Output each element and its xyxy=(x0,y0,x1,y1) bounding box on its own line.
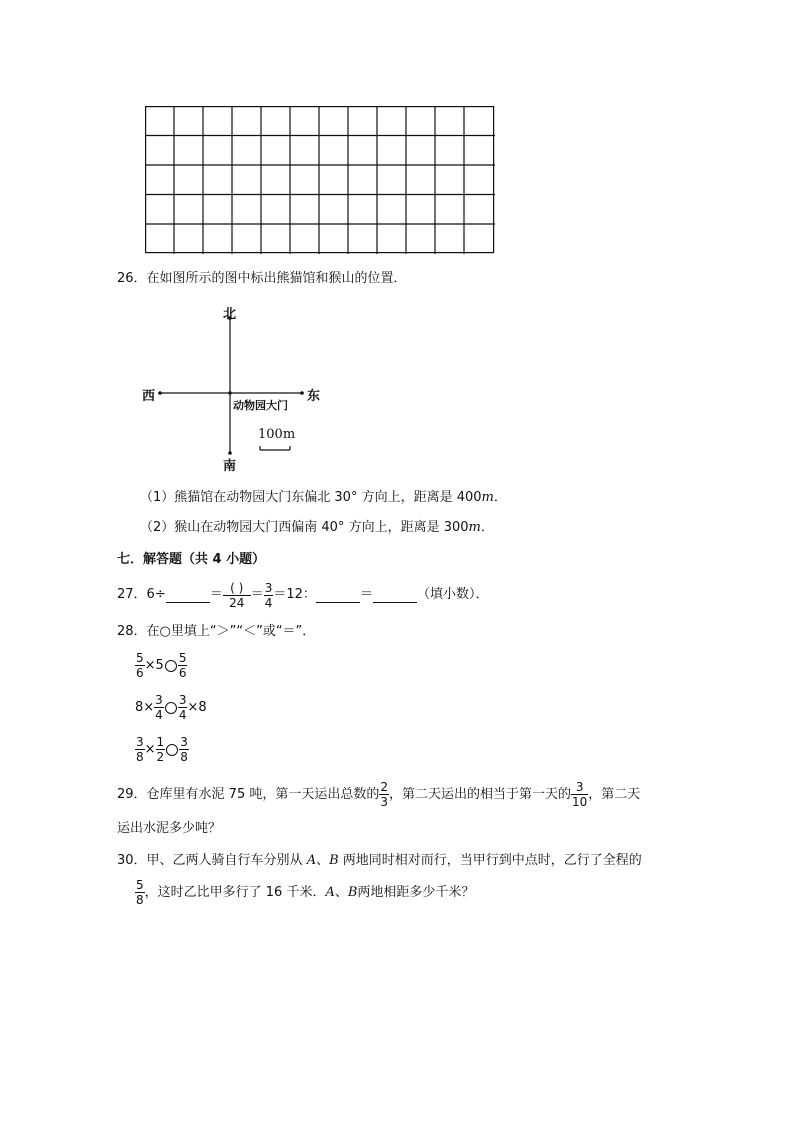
q30-point-b: B xyxy=(329,853,339,868)
q28-r1-d2: 6 xyxy=(178,666,187,680)
q26-item1-text: （1）熊猫馆在动物园大门东偏北 30° 方向上，距离是 400 xyxy=(140,490,482,505)
q29-f1d: 3 xyxy=(380,795,388,809)
q27-frac2-num: 3 xyxy=(264,580,273,595)
q30-point-a-2: A xyxy=(325,884,335,900)
q28-r3-n3: 3 xyxy=(180,735,188,749)
q27-eq3: ＝ xyxy=(359,587,373,602)
compare-circle-2[interactable] xyxy=(165,702,177,714)
compare-circle-3[interactable] xyxy=(166,744,178,756)
label-north: 北 xyxy=(223,307,237,322)
compass-lines xyxy=(140,303,325,473)
q28-row2 xyxy=(135,693,207,722)
q28-r1-n1: 5 xyxy=(136,651,144,665)
q30-point-a: A xyxy=(306,853,317,868)
q26-item2-text: （2）猴山在动物园大门西偏南 40° 方向上，距离是 300 xyxy=(140,520,469,535)
q28-r3-mid: × xyxy=(144,741,156,757)
q27-fraction-1 xyxy=(223,581,251,610)
q29-f1n: 2 xyxy=(380,780,388,794)
q30-line1-b: 两地同时相对而行，当甲行到中点时，乙行了全程的 xyxy=(338,853,642,868)
q28-r1-frac2 xyxy=(178,651,188,680)
q28-r3-frac1 xyxy=(135,735,145,764)
q27-suffix: （填小数）． xyxy=(416,587,489,602)
q26-item1: （1）熊猫馆在动物园大门东偏北 30° 方向上，距离是 400m． xyxy=(140,490,507,505)
q28-r3-d2: 2 xyxy=(156,750,165,764)
q27-blank-3[interactable] xyxy=(373,588,417,603)
q28-r1-frac1 xyxy=(135,651,145,680)
label-south: 南 xyxy=(223,459,237,474)
q28-r3-frac2 xyxy=(156,735,166,764)
q30-frac xyxy=(135,878,145,907)
q28-row1 xyxy=(135,651,187,680)
q26-item1-unit: m xyxy=(481,490,494,505)
q28-r2-post: ×8 xyxy=(187,699,207,715)
q28-r2-d1: 4 xyxy=(155,708,163,722)
q29-f2d: 10 xyxy=(572,795,588,809)
q27-frac2-den: 4 xyxy=(264,595,273,610)
q30-fd: 8 xyxy=(136,893,144,907)
q28-r1-n2: 5 xyxy=(178,651,187,665)
q28-title: 28．在○里填上“＞”“＜”或“＝”． xyxy=(117,624,316,639)
q28-row3 xyxy=(135,735,189,764)
q29-frac1 xyxy=(379,780,389,809)
q27-eq2: ＝ xyxy=(250,587,264,602)
q30-line1 xyxy=(117,852,642,870)
q27-blank-1[interactable] xyxy=(166,588,210,603)
q29-line1 xyxy=(117,780,640,809)
label-west: 西 xyxy=(142,389,156,404)
q29-part3: ，第二天 xyxy=(588,786,641,802)
compass-diagram xyxy=(140,303,325,473)
q29-part1: 29．仓库里有水泥 75 吨，第一天运出总数的 xyxy=(117,786,380,802)
q28-r3-frac3 xyxy=(179,735,189,764)
label-east: 东 xyxy=(307,389,321,404)
q29-f2n: 3 xyxy=(571,780,588,795)
q27 xyxy=(117,578,488,612)
grid-paper xyxy=(145,106,495,254)
q30-line2-a: ，这时乙比甲多行了 16 千米． xyxy=(144,884,326,900)
q27-rest: ＝12： xyxy=(273,587,316,602)
q27-blank-2[interactable] xyxy=(316,588,360,603)
q28-r2-frac1 xyxy=(154,693,164,722)
q27-prefix: 27．6÷ xyxy=(117,587,166,602)
q28-r3-n1: 3 xyxy=(136,735,144,749)
q29-line2: 运出水泥多少吨？ xyxy=(117,821,222,836)
q30-fn: 5 xyxy=(136,878,144,892)
q26-item2-unit: m xyxy=(468,520,481,535)
q28-r3-d3: 8 xyxy=(180,750,188,764)
compare-circle-1[interactable] xyxy=(165,660,177,672)
q27-frac1-den: 24 xyxy=(229,595,245,610)
q28-r3-d1: 8 xyxy=(136,750,144,764)
q27-eq1: ＝ xyxy=(209,587,223,602)
label-scale: 100m xyxy=(258,427,296,442)
q29-part2: ，第二天运出的相当于第一天的 xyxy=(389,786,572,802)
q30-line2-b: 两地相距多少千米？ xyxy=(357,884,475,900)
q30-line2 xyxy=(135,878,474,907)
q30-sep: 、 xyxy=(316,853,330,868)
q26-item2: （2）猴山在动物园大门西偏南 40° 方向上，距离是 300m． xyxy=(140,520,494,535)
q27-fraction-2 xyxy=(264,581,274,610)
q28-r1-mid: ×5 xyxy=(144,657,164,673)
q28-r2-n1: 3 xyxy=(155,693,163,707)
section7-heading: 七．解答题（共 4 小题） xyxy=(117,552,266,567)
q28-r3-n2: 1 xyxy=(156,735,165,749)
q28-r2-d2: 4 xyxy=(178,708,187,722)
q30-sep-2: 、 xyxy=(334,884,348,900)
q28-r2-frac2 xyxy=(178,693,188,722)
q28-r2-pre: 8× xyxy=(135,699,155,715)
q28-r1-d1: 6 xyxy=(136,666,144,680)
label-zoo-gate: 动物园大门 xyxy=(233,399,288,412)
q26-title: 26．在如图所示的图中标出熊猫馆和猴山的位置． xyxy=(117,271,407,286)
q30-point-b-2: B xyxy=(347,884,358,900)
q27-frac1-num[interactable]: ( ) xyxy=(223,581,251,596)
q30-line1-a: 30．甲、乙两人骑自行车分别从 xyxy=(117,853,307,868)
q29-frac2 xyxy=(571,780,588,809)
q28-r2-n2: 3 xyxy=(178,693,187,707)
